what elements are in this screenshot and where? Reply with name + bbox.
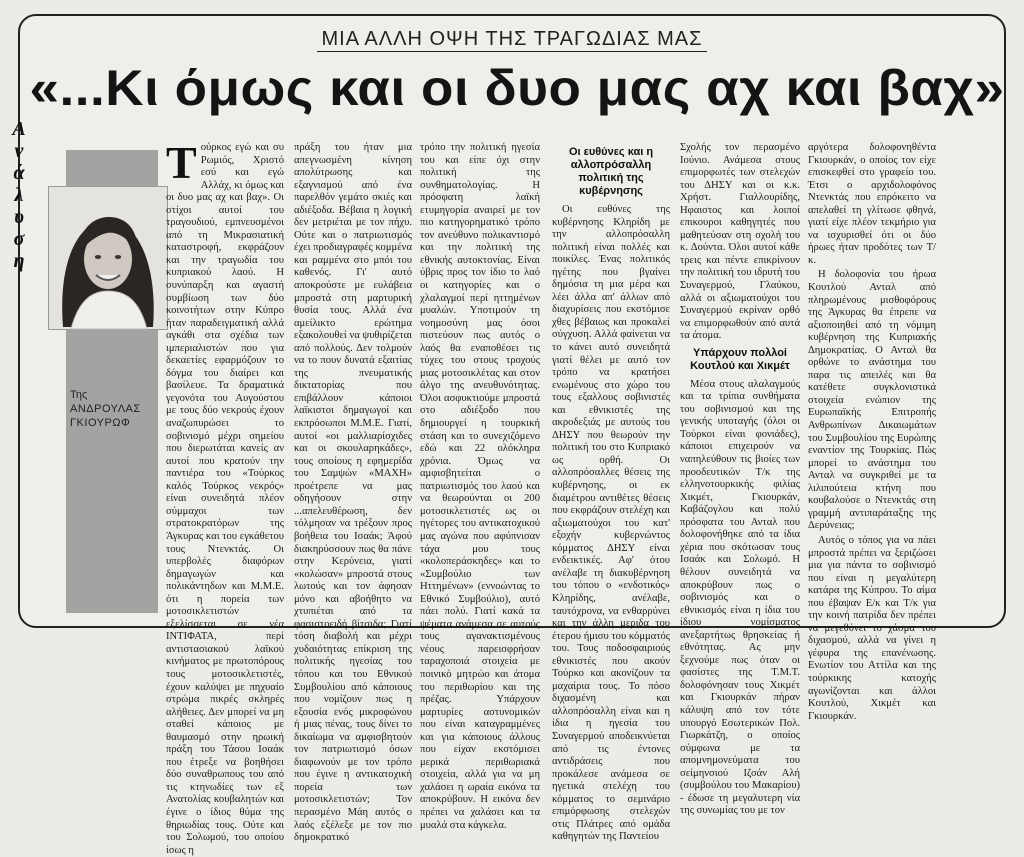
section-label — [9, 118, 29, 272]
author-photo — [48, 186, 168, 330]
article-kicker — [0, 28, 1024, 51]
paragraph: Σχολής τον περασμένο Ιούνιο. Ανάμεσα στους επιμορφωτές των στελεχών του ΔΗΣΥ και οι κ.κ. Χρήστ. Γιαλλουρίδης, Ηφαιστος και λοιποί επικουροι καθηγητές που μαθητεύσαν στη σχολή του κ. Δούντα. Όλοι αυτοί κάθε τρεις και πέντε επικρίνουν την πολιτική του ιδρυτή του Συναγερμού, Γλαύκου, αλλά οι αξιωματούχοι του Συναγερμού εκρίναν ορθό να επιμορφωθούν από αυτά τα άτομα. — [680, 142, 800, 342]
section-letter: Α — [12, 118, 26, 140]
paragraph: Οι ευθύνες της κυβέρνησης Κληρίδη με την αλλοπρόσαλλη πολιτική είναι πολλές και ποικίλες. Ένας πολιτικός ηγέτης που βγαίνει δημόσια τη μια μέρα και λέει άλλα απ' άλλων από διαχυρίσεις που εκστόμισε χθες βέβαιως και προκαλεί σύγχυση. Αλλά φαίνεται να το κάνει αυτό συνειδητά γιατί θέλει με αυτό τον τρόπο να κρατήσει ενωμένους στο χώρο του τους εξαλλους σοβινιστές και εθνικιστές της ακροδεξιάς με αυτούς του ΔΗΣΥ που θεωρούν την πολιτική του στο Κυπριακό ως ορθή. Οι αλλοπρόσαλλες θέσεις της κυβέρνησης, οι εκ διαμέτρου αντιθέτες θέσεις που εκφράζουν στελέχη και αξιωματούχοι του κατ' εξοχήν κυβερνώντος κόμματος ΔΗΣΥ είναι ενδεικτικές. Αφ' ότου ανέλαβε τη διακυβέρνηση του τόπου ο «ενδοτικός» Κληρίδης, ανέλαβε, ταυτόχρονα, να ενθαρρύνει και την άλλη μεριδα του έτερου ήμισυ του κόμματός του. Τους ποδοσφαιριούς εθνικιστές που ακούν Τούρκο και ακονίζουν τα μαχαίρια τους. Το πόσο διχασμένη και αλλοπρόσαλλη είναι και η ίδια η ηγεσία του Συναγερμού αποδεικνύεται από τις έντονες αντιδράσεις που προκάλεσε ανάμεσα σε ηγετικά στελέχη του κόμματος το σεμινάριο επιμόρφωσης στελεχών στις Πλάτρες από ομάδα καθηγητών της Παντείου — [552, 204, 670, 843]
byline-prefix: Της — [70, 389, 88, 401]
paragraph: Αυτός ο τόπος για να πάει μπροστά πρέπει να ξεριζώσει μια για πάντα το σοβινισμό που είναι η μεγαλύτερη κατάρα της Κύπρου. Το αίμα που έβαψαν Ε/κ και Τ/κ για την κοινή πατρίδα δεν πρέπει να μεγεθύνει το χάσμα του διχασμού, αλλά να γίνει η γέφυρα της επανένωσης. Ενωτίον του Αττίλα και της τούρκικης κατοχής αγωνίζονται και άλλοι Κουτλού, Χικμέτ και Γκιουρκάν. — [808, 534, 936, 722]
section-subhead: Υπάρχουν πολλοί Κουτλού και Χικμέτ — [690, 346, 790, 372]
paragraph: ούρκος εγώ και συ Ρωμιός, Χριστό εσύ και εγώ Αλλάχ, κι όμως και οι δυο μας αχ και βαχ». Οι στίχοι αυτοί του τραγουδιού, εμπνευσμένοι από τη Μικρασιατική καταστροφή, εκφράζουν και την τραγωδία του κυπριακού λαού. Η συνύπαρξη και αγαστή συμβίωση των δύο κοινοτήτων στην Κύπρο ήταν παραδειγματική αλλά αγκάθι στα σχέδια των ιμπεριαλιστών που για δεκαετίες εφαρμόζουν το δόγμα του διαίρει και βασίλευε. Τα δραματικά γεγονότα του Αυγούστου με τους δύο νεκρούς έχουν αναζωπυρώσει το σοβινισμό μέχρι σημείου που διερωτάται κανείς αν αυτοί που κρατούν την παντιέρα του «Τούρκος καλός Τούρκος νεκρός» είναι συνειδητά πλέον σύμμαχοι των στρατοκρατόρων της Άγκυρας και του εγκάθετου τους Ντενκτάς. Οι υπερβολές διαφόρων δημαγωγών και πολικάντηδων και Μ.Μ.Ε. ότι η πορεία των μοτοσικλετιστών εξελίσσεται σε νέα ΙΝΤΙΦΑΤΑ, περί αντιστασιακού λαϊκού κινήματος με πρωτοπόρους τους μοτοσικλετιστές, έχουν καλύψει με πηχυαίο στρώμα πικρές σκληρές αλήθειες. Δεν μπορεί να μη σταθεί κάποιος με θαυμασμό στην ηρωική πράξη του Τάσου Ισαάκ που έτρεξε να βοηθήσει δύο συναθρωπους του από τις κτηνωδίες των εξ Ανατολίας κουβαλητών και έγινε ο ίδιος θύμα της θηριωδίας τους. Ούτε και του Σολωμού, του οποίου ίσως η — [166, 142, 284, 856]
author-photo-block — [48, 150, 158, 614]
paragraph: αργότερα δολοφονηθέντα Γκιουρκάν, ο οποίος τον είχε επισκεφθεί στο γραφείο του. Έτσι ο αρχιδολοφόνος Ντενκτάς που επρόκειτο να απελαθεί τη γλίτωσε φθηνά, γιατί είχε πλέον τεκμήριο για να ισχυρισθεί ότι οι δύο ήρωες ήταν προδότες των Τ/κ. — [808, 142, 936, 266]
article-headline: «...Κι όμως και οι δυο μας αχ και βαχ» — [29, 60, 1005, 116]
paragraph: τρόπο την πολιτική ηγεσία του και είπε όχι στην πολιτική της συνθηματολογίας. Η πρόσφατη λαϊκή ετυμηγορία αναιρεί με τον πιο κατηγορηματικό τρόπο τον ανεύθυνο πολικαντισμό και την πολιτική της εθνικής αυτοκτονίας. Είναι ύβρις προς τον ίδιο το λαό οι κατηγορίες και ο χλαλαγμοί περί ηττημένων μυαλών. Υποτιμούν τη νοημοσύνη μας όσοι πιστεύουν πως αυτός ο λαός θα εναποθέσει τις τύχες του στους τροχούς μιας μοτοσικλέτας και στον άλγο της ανευθυνότητας. Όλοι ασφυκτιούμε μπροστά στο αδιέξοδο που δημιουργεί η τουρκική στάση και το συνεχιζόμενο εδώ και 22 ολόκληρα χρόνια. Όμως να αμφισβητείται ο πατριωτισμός του λαού και να θεωρούνται οι 200 μοτοσικλετιστές ως οι ηγέτορες του αντικατοχικού μας αγώνα που αφύπνισαν τάχα μου τους «κολοπεράσκηδες» και το «Συμβούλιο των Ηττημένων» (εννοώντας το Εθνικό Συμβούλιο), αυτό πάει πολύ. Γιατί κακά τα ψέματα ανάμεσα σε αυτούς τους αγανακτισμένους νέους παρεισφρήσαν ταραχοποιά στοιχεία με ποινικό μητρώο και άτομα του περιθωρίου και της πρέζας. Υπάρχουν μαρτυρίες αστυνομικών που είναι καταγραμμένες και για κάποιους άλλους που είχαν εκστόμισει μερικά περιθωριακά στοιχεία, αλλά για να μη χαλάσει η ωραία εικόνα τα αποκρύβουν. Η εικόνα δεν πρέπει να χαλάσει και τα μυαλά στα κάγκελα. — [420, 142, 540, 831]
author-byline — [70, 388, 180, 430]
paragraph: πράξη του ήταν μια απεγνωσμένη κίνηση απολύτρωσης και εξαγνισμού από ένα παρελθόν γεμάτο σκιές και αδιέξοδα. Βέβαια η λογική δεν μετριέται με τον πήχυ. Ούτε και ο πατριωτισμός έχει προδιαγραφές κομμένα και ραμμένα στο μπόι του καθενός. Γι' αυτό αποκρούστε με ευλάβεια μπροστά στη μαρτυρική θυσία τους. Αλλά ένα αμείλικτο ερώτημα εξακολουθεί να ψυθιρίζεται από πολλούς. Δεν τολμούν να το πουν δυνατά εξαιτίας της πνευματικής δικτατορίας που επιβάλλουν κάποιοι λαϊκιστοι δημαγωγοί και εκπρόσωποι Μ.Μ.Ε. Γιατί, αυτοί «οι μαλλιαρίσχιδες και οι σκουλαρηκάδες», τους οποίους η εφημερίδα του Σαμψών «ΜΑΧΗ» προέτρεπε να μας οδηγήσουν στην ...απελευθέρωση, δεν τόλμησαν να τρέξουν προς βοήθεια του Ισαάκ; Άφού διακηρύσσουν πως θα πάνε στην Κερύνεια, γιατί «κολώσαν» μπροστά στους λωτούς και τον άφησαν μόνο και αβοήθητο να χτυπιέται από τα φασιστοειδή βίτσιδα; Γιατί τόση διαβολή και μέχρι χυδαιότητας επίκριση της πολιτικής ηγεσίας του τόπου και του Εθνικού Συμβουλίου από κάποιους που νομίζουν πως η εξουσία ενός μικροφώνου ή μιας πένας, τους δίνει το δικαίωμα να αμφισβητούν τον πατριωτισμό όσων διαφωνούν με τον τρόπο που έγινε η αντικατοχική πορεία των μοτοσικλετιστών; Τον περασμένο Μάη αυτός ο λαός εξέλεξε με τον πιο δημοκρατικό — [294, 142, 412, 844]
section-subhead: Οι ευθύνες και η αλλοπρόσαλλη πολιτική της κυβέρνησης — [568, 146, 654, 197]
section-letter: η — [13, 250, 25, 272]
paragraph: Μέσα στους αλαλαγμούς και τα τρίπια συνθήματα του σοβινισμού και της γενικής υποταγής (όλοι οι Τούρκοι είναι φονιάδες), κάποιοι επιχειρούν να ναπηλεύθουν τις βιοίες των προοδευτικών Τ/κ της ελληνοτουρκικής φιλίας Χικμέτ, Γκιουρκάν, Καβάζογλου και πολύ πρόσφατα του Ανταλ που δολοφονήθηκε από τα ίδια χέρια που σκότωσαν τους Ισαάκ και Σολωμό. Η θέλουν συνειδητά να αποκρύβουν πως ο σοβινισμός και ο εθνικισμός είναι η ίδια του ίδιου νομίσματος ανεξαρτήτως θρησκείας ή εθνότητας. Ας μην ξεχνούμε πως όταν οι φασίστες της Τ.Μ.Τ. δολοφόνησαν τους Χικμέτ και Γκιουρκάν πήραν κάλυψη από τον τότε υπουργό Εσωτερικών Πολ. Γιωρκάτζη, ο οποίος σύμφωνα με τα απομνημονεύματα του σείμηνσιού Ιζσάν Αλή (συμβούλου του Μακαρίου) - έδωσε τη μεγαλυτερη νία της συνωμίας του με τον — [680, 378, 800, 817]
article-column — [552, 142, 670, 843]
byline-name: ΑΝΔΡΟΥΛΑΣ — [70, 403, 141, 415]
section-letter: ά — [13, 162, 25, 184]
article-column — [680, 142, 800, 817]
article-column — [294, 142, 412, 844]
section-letter: υ — [14, 206, 24, 228]
paragraph: Η δολοφονία του ήρωα Κουτλού Ανταλ από πληρωμένους μισθοφόρους της Άγκυρας θα έπρεπε να αξιοποιηθεί από τη νόμιμη κυβέρνηση της Κυπριακής Δημοκρατίας. Ο Ανταλ θα ορθώνε το ανάστημα του παρα τις απειλές και θα κατέθετε συγκλονιστικά στοιχεία ενώπιον της Ευρωπαϊκής Επιτροπής Ανθρωπίνων Δικαιωμάτων του Συμβουλίου της Ευρώπης εναντίον της Τουρκίας. Πώς μπορεί το ανάστημα του Ανταλ να συγκριθεί με τα λιλιπούτεια κτήνη που κουβαλούσε ο Ντενκτάς στη γραμμή αντιπαράταξης της Δερύνειας; — [808, 269, 936, 532]
article-column — [166, 137, 284, 856]
kicker-text: ΜΙΑ ΑΛΛΗ ΟΨΗ ΤΗΣ ΤΡΑΓΩΔΙΑΣ ΜΑΣ — [317, 28, 706, 52]
section-letter: ν — [14, 140, 24, 162]
section-letter: λ — [14, 184, 24, 206]
opening-paragraph — [166, 137, 284, 857]
section-letter: σ — [13, 228, 25, 250]
article-column — [808, 142, 936, 722]
article-column — [420, 142, 540, 831]
byline-name: ΓΚΙΟΥΡΩΦ — [70, 417, 131, 429]
drop-cap: Τ — [166, 137, 197, 188]
